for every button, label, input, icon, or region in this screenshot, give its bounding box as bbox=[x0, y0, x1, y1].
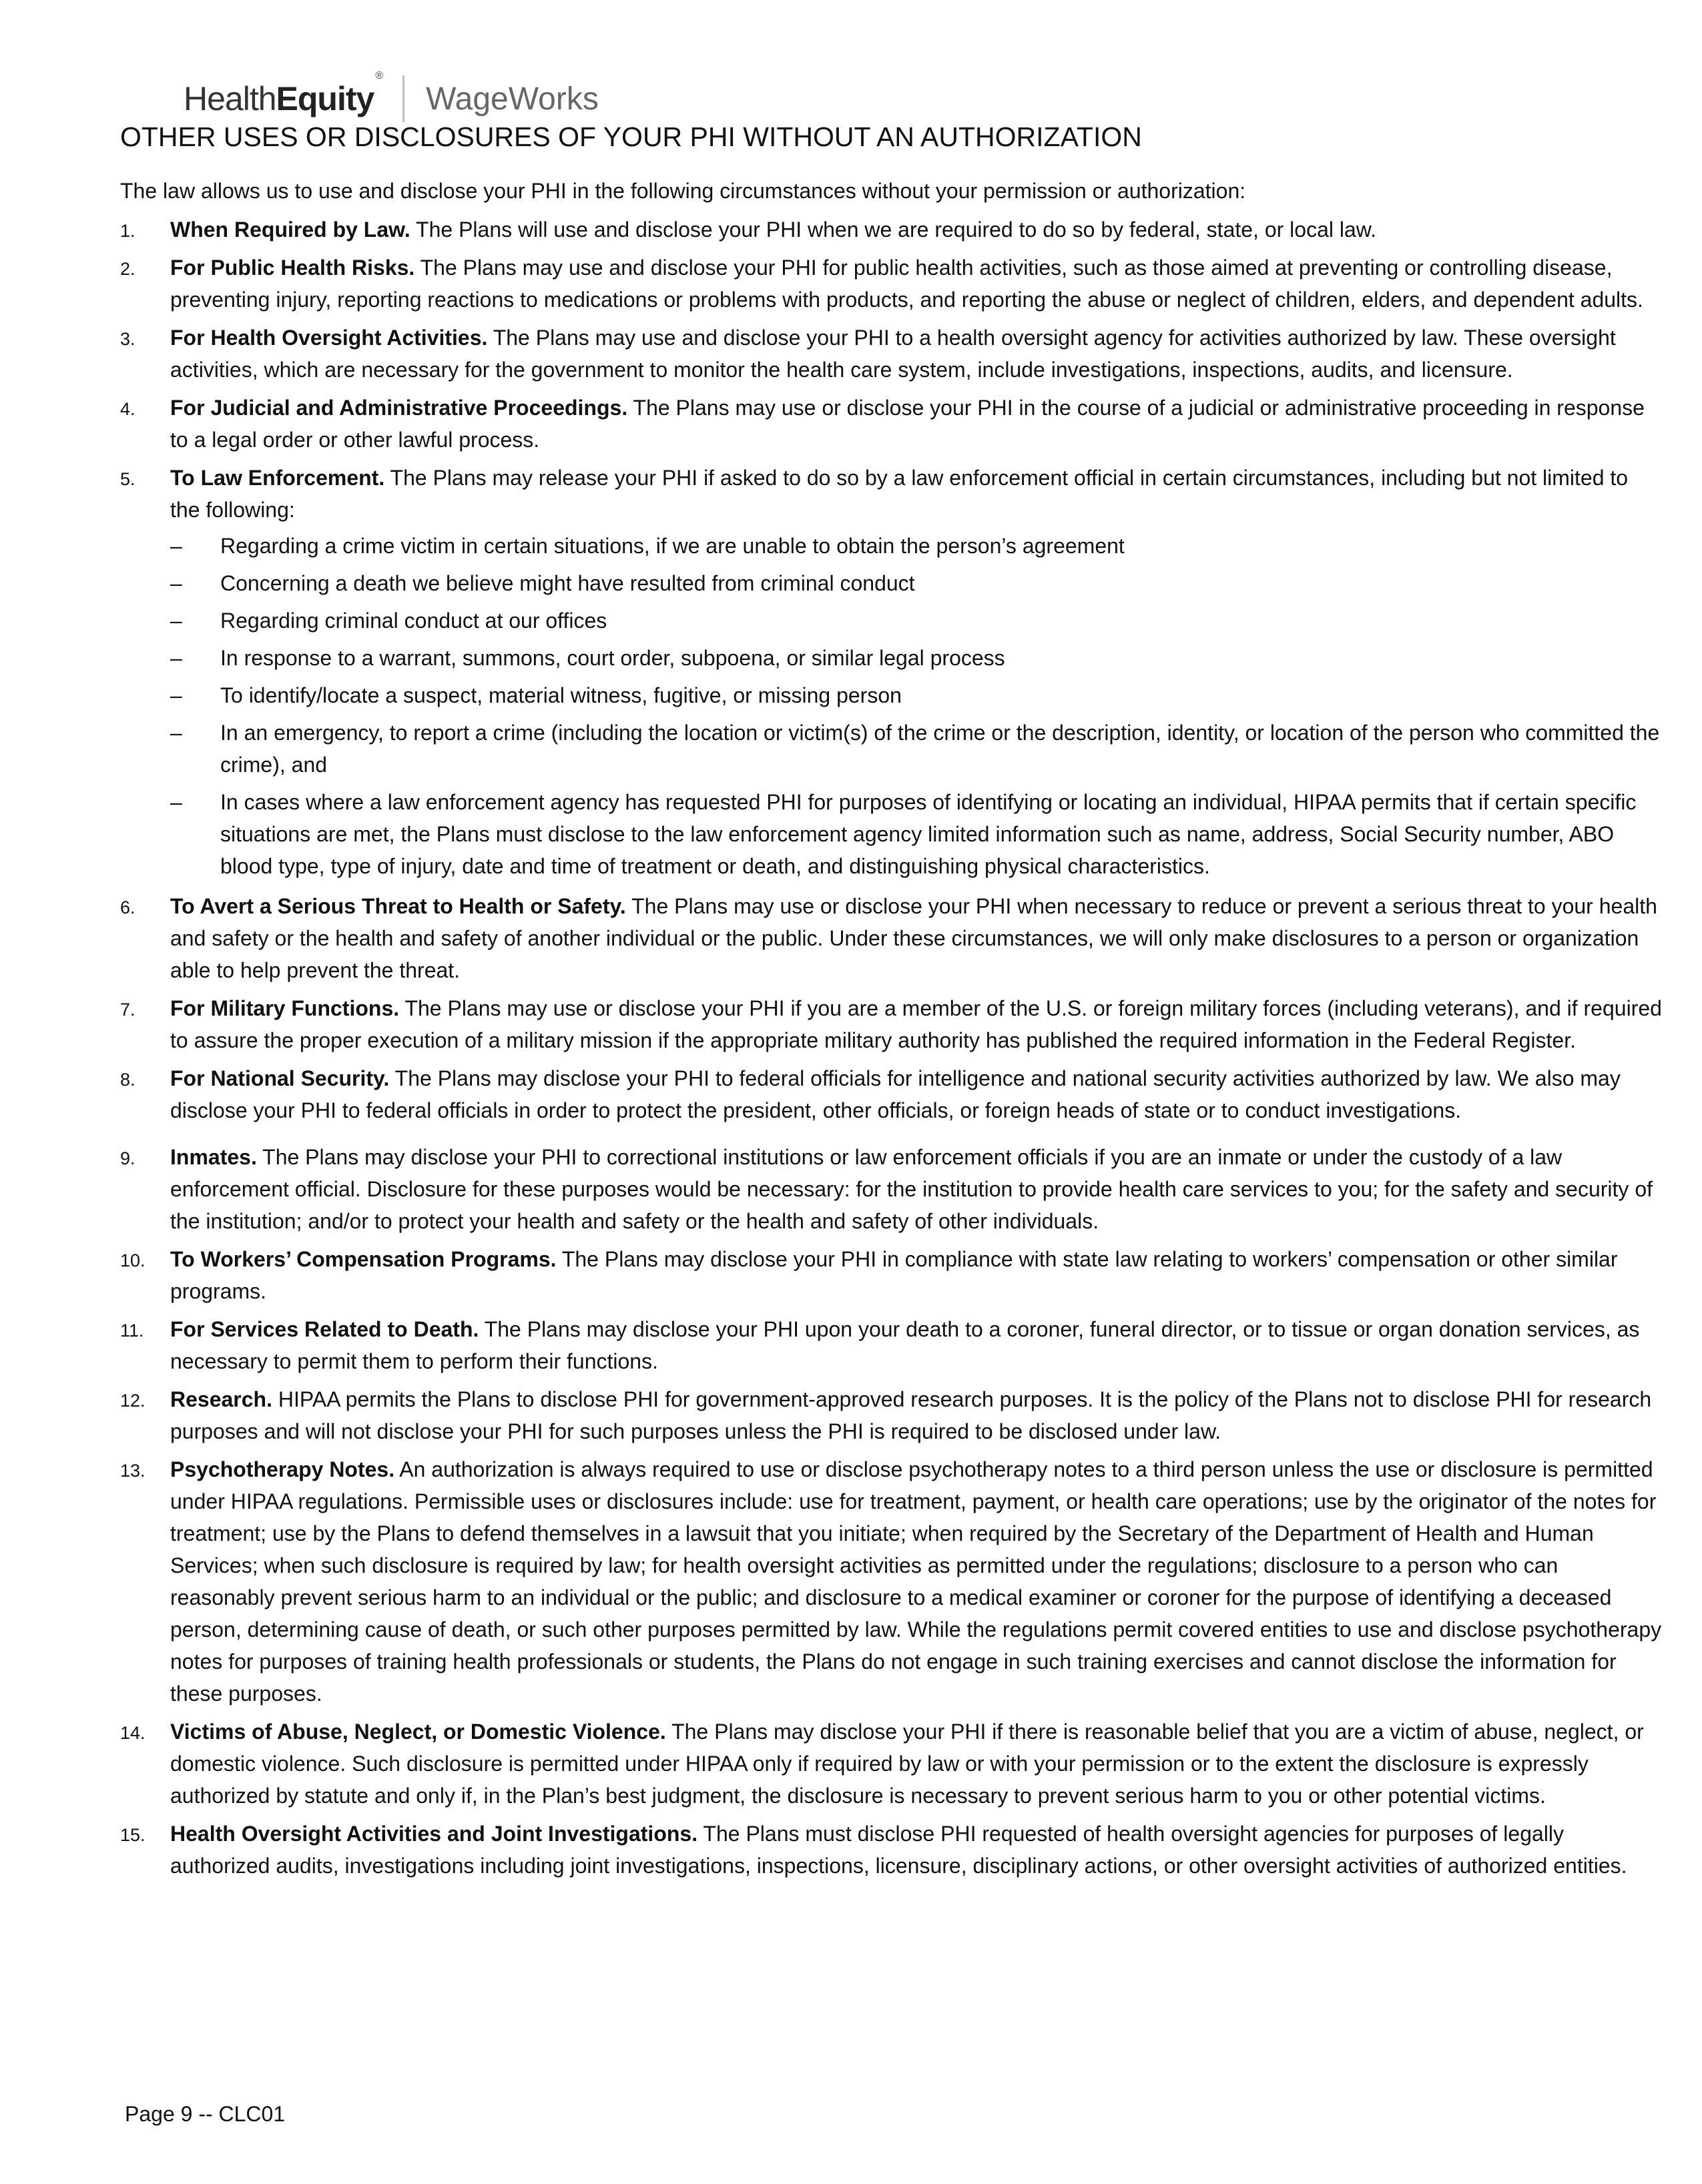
list-item bbox=[0, 252, 1702, 316]
item-heading: For Services Related to Death. bbox=[170, 1317, 479, 1341]
item-heading: For Military Functions. bbox=[170, 996, 400, 1020]
item-number: 8. bbox=[120, 1070, 135, 1090]
sub-list-item bbox=[170, 679, 1662, 711]
dash-bullet: – bbox=[170, 646, 182, 670]
sub-item-text: To identify/locate a suspect, material witness, fugitive, or missing person bbox=[220, 683, 902, 707]
item-number: 4. bbox=[120, 399, 135, 419]
item-heading: For Judicial and Administrative Proceedings. bbox=[170, 396, 628, 420]
sub-item-text: Concerning a death we believe might have resulted from criminal conduct bbox=[220, 571, 915, 595]
item-number: 13. bbox=[120, 1461, 146, 1481]
item-number: 14. bbox=[120, 1723, 146, 1743]
item-number: 10. bbox=[120, 1250, 146, 1270]
list-item bbox=[0, 890, 1702, 986]
list-item bbox=[0, 1243, 1702, 1307]
sub-list-item bbox=[170, 567, 1662, 599]
item-text: The Plans may disclose your PHI upon your death to a coroner, funeral director, or to tissue or organ donation services, as necessary to permit them to perform their functions. bbox=[170, 1317, 1640, 1373]
list-item bbox=[0, 1141, 1702, 1237]
list-item bbox=[0, 1313, 1702, 1377]
page-footer: Page 9 -- CLC01 bbox=[125, 2102, 286, 2126]
item-text: The Plans will use and disclose your PHI when we are required to do so by federal, state, or local law. bbox=[410, 218, 1377, 242]
dash-bullet: – bbox=[170, 721, 182, 745]
item-text: The Plans may disclose your PHI if there is reasonable belief that you are a victim of abuse, neglect, or domestic violence. Such disclosure is permitted under HIPAA only if required by law or with your permission or to the extent the disclosure is expressly authorized by statute and only if, in the Plan’s best judgment, the disclosure is necessary to prevent serious harm to you or other potential victims. bbox=[170, 1720, 1644, 1808]
item-text: HIPAA permits the Plans to disclose PHI for government-approved research purposes. It is the policy of the Plans not to disclose PHI for research purposes and will not disclose your PHI for such purposes unless the PHI is required to be disclosed under law. bbox=[170, 1387, 1652, 1443]
item-heading: Inmates. bbox=[170, 1145, 257, 1169]
wageworks-logo-text: WageWorks bbox=[426, 81, 599, 117]
list-item bbox=[0, 322, 1702, 386]
logo-health-word: Health bbox=[184, 80, 276, 117]
disclosure-list bbox=[0, 214, 1702, 1888]
item-text: An authorization is always required to use or disclose psychotherapy notes to a third person unless the use or disclosure is permitted under HIPAA regulations. Permissible uses or disclosures include: use for treatment, payment, or health care operations; use by the originator of the notes for treatment; use by the Plans to defend themselves in a lawsuit that you initiate; when required by the Secretary of the Department of Health and Human Services; when such disclosure is required by law; for health oversight activities as permitted under the regulations; disclosure to a person who can reasonably prevent serious harm to an individual or the public; and disclosure to a medical examiner or coroner for the purpose of identifying a deceased person, determining cause of death, or such other purposes permitted by law. While the regulations permit covered entities to use and disclose psychotherapy notes for purposes of training health professionals or students, the Plans do not engage in such training exercises and cannot disclose the information for these purposes. bbox=[170, 1457, 1662, 1706]
item-number: 7. bbox=[120, 1000, 135, 1020]
sub-item-text: Regarding a crime victim in certain situations, if we are unable to obtain the person’s agreement bbox=[220, 534, 1125, 558]
item-heading: For Public Health Risks. bbox=[170, 256, 415, 280]
item-text: The Plans may disclose your PHI in compliance with state law relating to workers’ compensation or other similar programs. bbox=[170, 1247, 1618, 1303]
dash-bullet: – bbox=[170, 609, 182, 633]
sub-item-text: In an emergency, to report a crime (including the location or victim(s) of the crime or the description, identity, or location of the person who committed the crime), and bbox=[220, 721, 1660, 777]
item-text: The Plans may use or disclose your PHI if you are a member of the U.S. or foreign military forces (including veterans), and if required to assure the proper execution of a military mission if the appropriate military authority has published the required information in the Federal Register. bbox=[170, 996, 1662, 1052]
list-item bbox=[0, 1062, 1702, 1126]
list-item bbox=[0, 992, 1702, 1056]
item-heading: When Required by Law. bbox=[170, 218, 410, 242]
item-text: The Plans may disclose your PHI to federal officials for intelligence and national security activities authorized by law. We also may disclose your PHI to federal officials in order to protect the president, other officials, or foreign heads of state or to conduct investigations. bbox=[170, 1066, 1621, 1122]
item-number: 5. bbox=[120, 469, 135, 489]
item-heading: Victims of Abuse, Neglect, or Domestic Violence. bbox=[170, 1720, 666, 1744]
dash-bullet: – bbox=[170, 683, 182, 707]
list-item bbox=[0, 1818, 1702, 1882]
sub-item-text: In response to a warrant, summons, court order, subpoena, or similar legal process bbox=[220, 646, 1005, 670]
item-heading: Research. bbox=[170, 1387, 272, 1411]
logo-equity-word: Equity bbox=[276, 80, 374, 117]
item-heading: For Health Oversight Activities. bbox=[170, 326, 488, 350]
company-logo bbox=[184, 72, 599, 125]
item-text: The Plans may use or disclose your PHI when necessary to reduce or prevent a serious threat to your health and safety or the health and safety of another individual or the public. Under these circumstances, we will only make disclosures to a person or organization able to help prevent the threat. bbox=[170, 894, 1657, 982]
dash-bullet: – bbox=[170, 534, 182, 558]
item-number: 11. bbox=[120, 1321, 144, 1341]
item-text: The Plans may use and disclose your PHI to a health oversight agency for activities authorized by law. These oversight activities, which are necessary for the government to monitor the health care system, include investigations, inspections, audits, and licensure. bbox=[170, 326, 1616, 382]
item-heading: To Workers’ Compensation Programs. bbox=[170, 1247, 557, 1271]
item-text: The Plans may disclose your PHI to correctional institutions or law enforcement officials if you are an inmate or under the custody of a law enforcement official. Disclosure for these purposes would be necessary: for the institution to provide health care services to you; for the safety and security of the institution; and/or to protect your health and safety or the health and safety of other individuals. bbox=[170, 1145, 1653, 1233]
list-item bbox=[0, 1716, 1702, 1812]
item-number: 2. bbox=[120, 259, 135, 279]
dash-bullet: – bbox=[170, 790, 182, 814]
section-title: OTHER USES OR DISCLOSURES OF YOUR PHI WITHOUT AN AUTHORIZATION bbox=[120, 121, 1142, 152]
item-text: The Plans must disclose PHI requested of health oversight agencies for purposes of legally authorized audits, investigations including joint investigations, inspections, licensure, disciplinary actions, or other oversight activities of authorized entities. bbox=[170, 1822, 1627, 1878]
item-heading: To Law Enforcement. bbox=[170, 466, 385, 490]
item-text: The Plans may use or disclose your PHI in the course of a judicial or administrative proceeding in response to a legal order or other lawful process. bbox=[170, 396, 1645, 452]
intro-paragraph: The law allows us to use and disclose your PHI in the following circumstances without your permission or authorization: bbox=[120, 179, 1246, 203]
item-number: 15. bbox=[120, 1825, 146, 1845]
item-number: 3. bbox=[120, 329, 135, 349]
logo-divider bbox=[402, 75, 404, 122]
sub-list-item bbox=[170, 786, 1662, 882]
item-heading: For National Security. bbox=[170, 1066, 390, 1090]
sub-list-item bbox=[170, 605, 1662, 637]
list-item bbox=[0, 214, 1702, 246]
item-heading: Health Oversight Activities and Joint Investigations. bbox=[170, 1822, 698, 1846]
list-item bbox=[0, 462, 1702, 882]
item-number: 12. bbox=[120, 1391, 146, 1411]
healthequity-logo-text bbox=[184, 70, 383, 118]
item-heading: To Avert a Serious Threat to Health or Safety. bbox=[170, 894, 626, 918]
list-item bbox=[0, 392, 1702, 456]
law-enforcement-subitems bbox=[170, 530, 1662, 882]
logo-registered-mark: ® bbox=[375, 70, 383, 81]
list-item bbox=[0, 1453, 1702, 1710]
item-number: 9. bbox=[120, 1148, 135, 1168]
item-heading: Psychotherapy Notes. bbox=[170, 1457, 395, 1481]
sub-list-item bbox=[170, 530, 1662, 562]
sub-list-item bbox=[170, 717, 1662, 781]
sub-item-text: In cases where a law enforcement agency has requested PHI for purposes of identifying or locating an individual, HIPAA permits that if certain specific situations are met, the Plans must disclose to the law enforcement agency limited information such as name, address, Social Security number, ABO blood type, type of injury, date and time of treatment or death, and distinguishing physical characteristics. bbox=[220, 790, 1637, 878]
item-number: 6. bbox=[120, 897, 135, 918]
dash-bullet: – bbox=[170, 571, 182, 595]
list-item bbox=[0, 1383, 1702, 1447]
item-number: 1. bbox=[120, 221, 135, 241]
sub-list-item bbox=[170, 642, 1662, 674]
item-text: The Plans may release your PHI if asked to do so by a law enforcement official in certain circumstances, including but not limited to the following: bbox=[170, 466, 1629, 522]
sub-item-text: Regarding criminal conduct at our offices bbox=[220, 609, 607, 633]
item-text: The Plans may use and disclose your PHI for public health activities, such as those aimed at preventing or controlling disease, preventing injury, reporting reactions to medications or problems with products, and reporting the abuse or neglect of children, elders, and dependent adults. bbox=[170, 256, 1643, 312]
